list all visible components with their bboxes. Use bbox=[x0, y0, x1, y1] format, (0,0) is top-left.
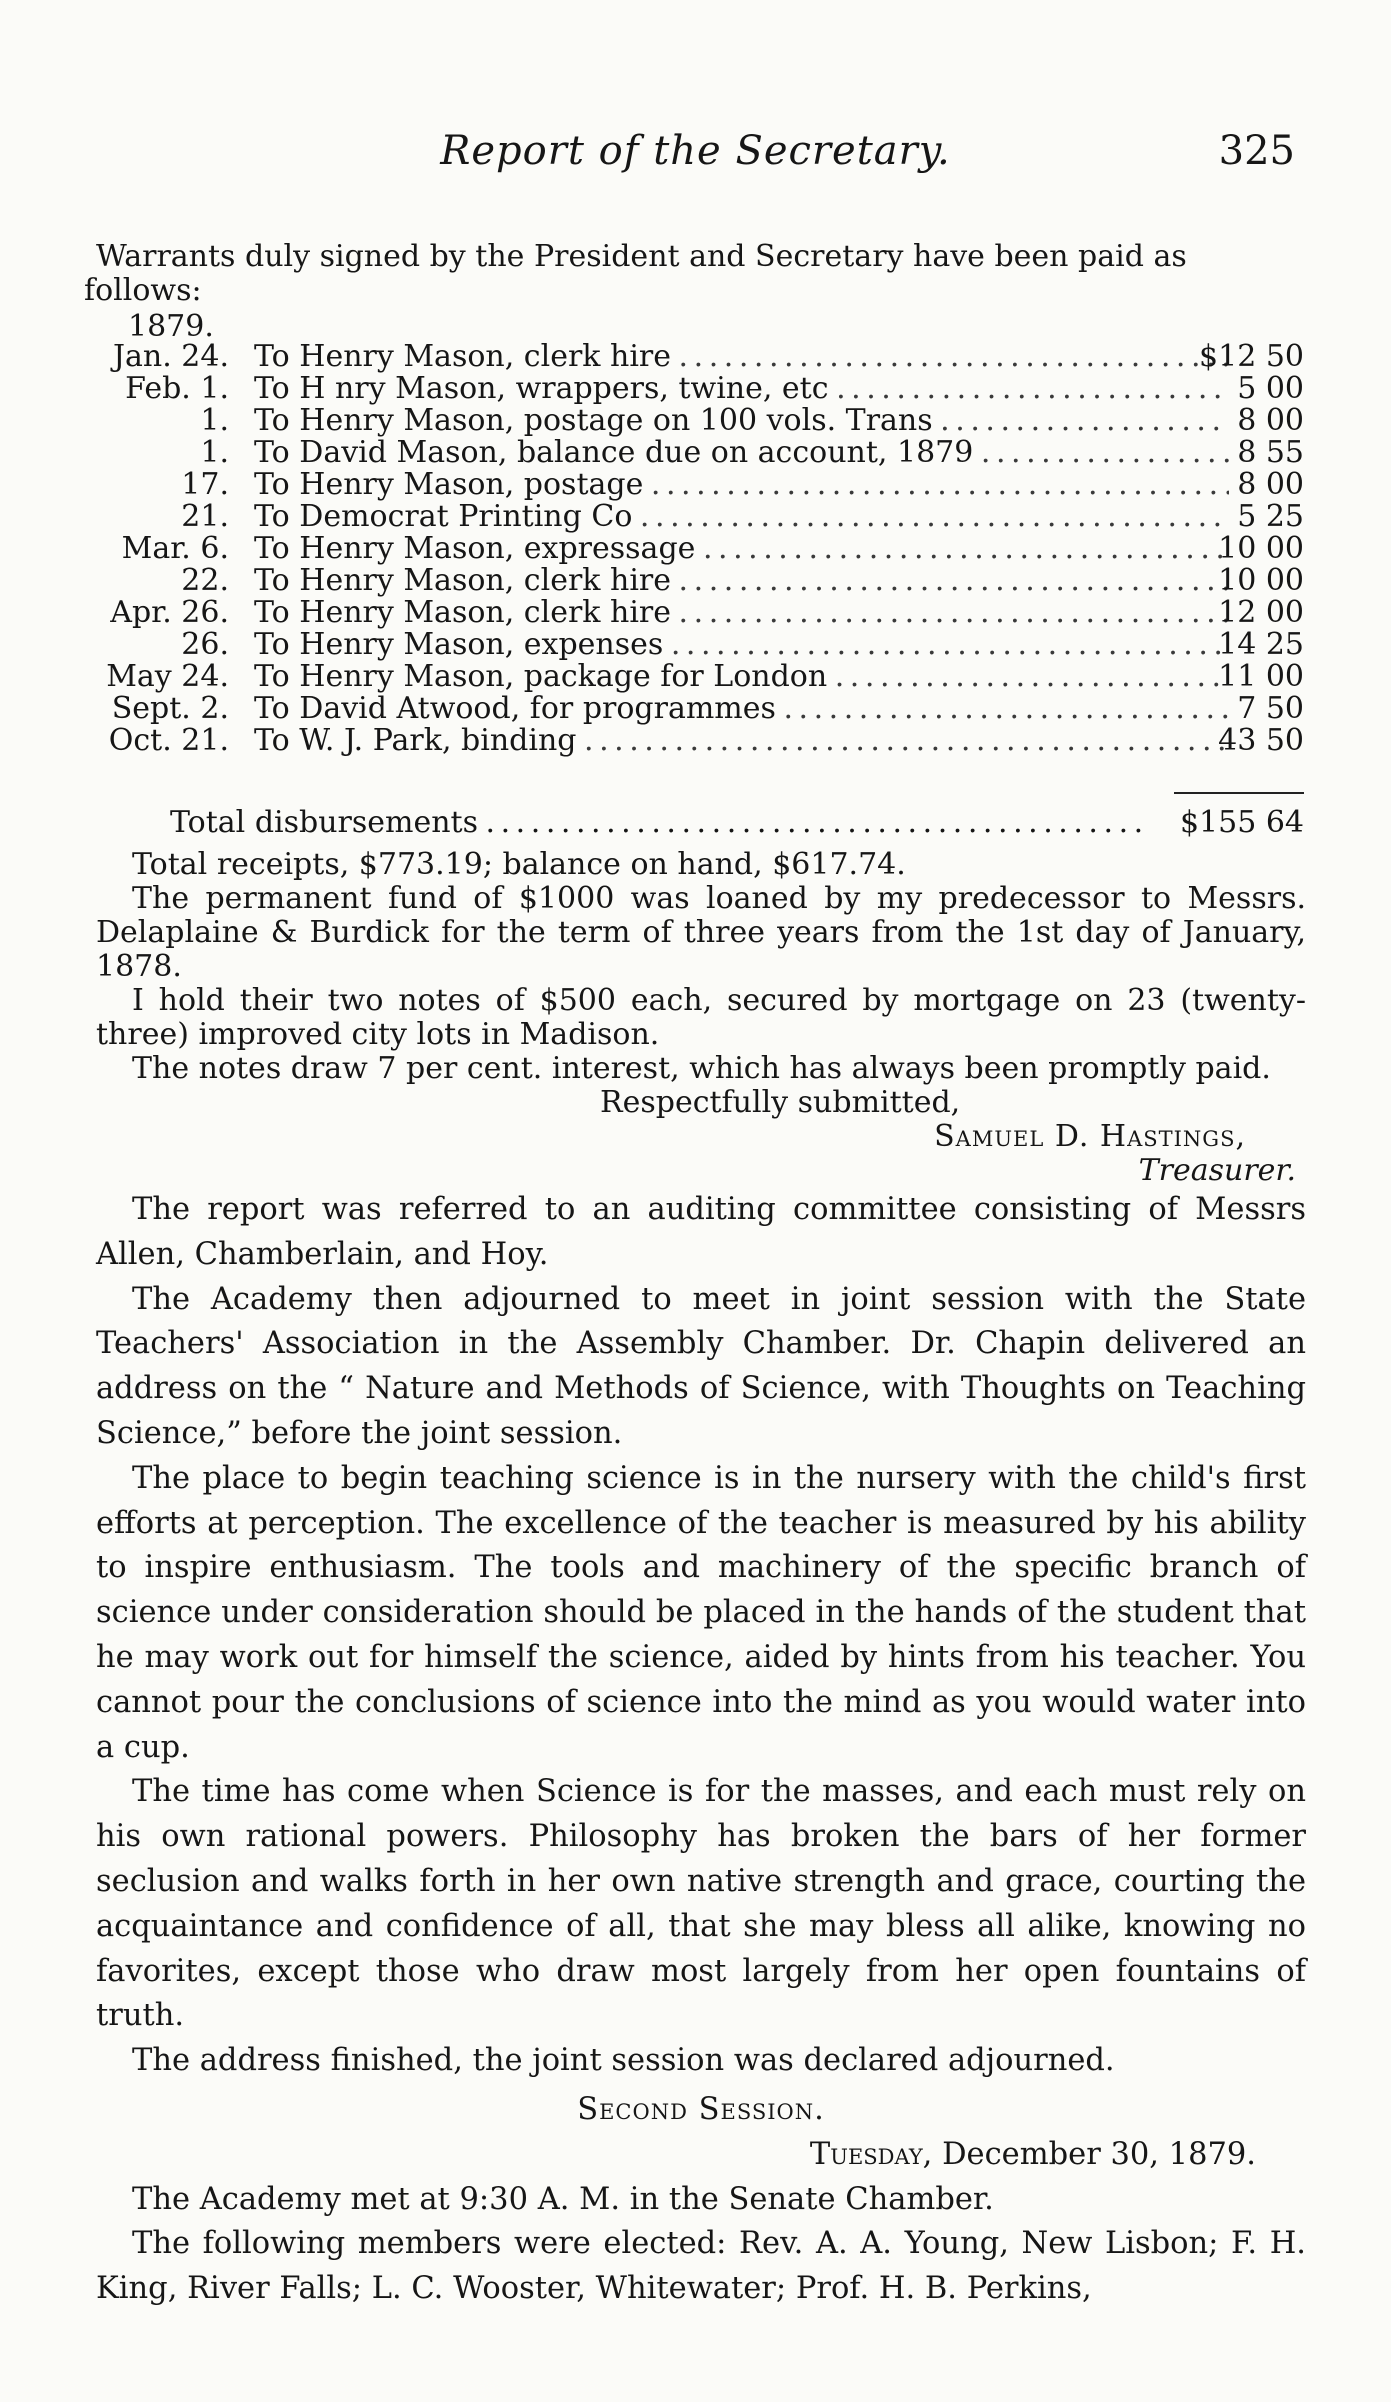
ledger-description: To Henry Mason, clerk hire . . . bbox=[254, 340, 1229, 374]
ledger-row bbox=[84, 724, 1304, 756]
paragraph-adjourned: The address finished, the joint session was declared adjourned. bbox=[132, 2043, 1115, 2079]
ledger-date: Apr. 26. bbox=[110, 595, 229, 630]
page-header bbox=[0, 128, 1391, 188]
paragraph-teaching-science: The place to begin teaching science is in the nursery with the child's first efforts at perception. The excellence of the teacher is measured by his ability to inspire enthusiasm. The tools and machinery of the specific branch of science under consideration should be placed in the hands of the student that he may work out for himself the science, aided by hints from his teacher. You cannot pour the conclusions of science into the mind as you would water into a cup. bbox=[96, 1460, 1306, 1765]
section-heading: Second Session. bbox=[577, 2091, 825, 2127]
ledger-date: 1. bbox=[200, 403, 229, 438]
ledger-amount: 12 00 bbox=[1218, 595, 1304, 630]
ledger-amount: 8 00 bbox=[1237, 403, 1304, 438]
ledger-row bbox=[84, 436, 1304, 468]
ledger-description: To David Mason, balance due on account, 1879 . . . bbox=[254, 436, 1229, 470]
ledger-description: To H nry Mason, wrappers, twine, etc . . . bbox=[254, 372, 1229, 406]
ledger-date: May 24. bbox=[106, 659, 229, 694]
ledger-description: To Henry Mason, expenses . . . bbox=[254, 628, 1229, 662]
ledger-amount: 43 50 bbox=[1218, 723, 1304, 758]
ledger-date: 21. bbox=[181, 499, 229, 534]
ledger-amount: 10 00 bbox=[1218, 563, 1304, 598]
ledger-date: Oct. 21. bbox=[108, 723, 229, 758]
paragraph-joint-session: The Academy then adjourned to meet in joint session with the State Teachers' Association in the Assembly Chamber. Dr. Chapin delivered an address on the “ Nature and Methods of Science, with Thoughts on Teaching Science,” before the joint session. bbox=[96, 1281, 1306, 1451]
paragraph-members-elected: The following members were elected: Rev. A. A. Young, New Lisbon; F. H. King, River Falls; L. C. Wooster, Whitewater; Prof. H. B. Perkins, bbox=[96, 2226, 1306, 2307]
total-label: Total disbursements . . . bbox=[170, 806, 1150, 840]
page-number: 325 bbox=[1218, 128, 1295, 174]
ledger-amount: 5 25 bbox=[1237, 499, 1304, 534]
ledger-row bbox=[84, 660, 1304, 692]
total-disbursements-row bbox=[170, 806, 1304, 840]
ledger-description: To David Atwood, for programmes . . . bbox=[254, 692, 1229, 726]
session-day: Tuesday, bbox=[809, 2136, 933, 2172]
paragraph-academy-met: The Academy met at 9:30 A. M. in the Senate Chamber. bbox=[132, 2181, 994, 2217]
fund-paragraph: The permanent fund of $1000 was loaned by my predecessor to Messrs. Delaplaine & Burdick for the term of three years from the 1st day of January, 1878. bbox=[96, 881, 1306, 984]
ledger-year: 1879. bbox=[128, 309, 214, 344]
paragraph-science-masses: The time has come when Science is for the masses, and each must rely on his own rational powers. Philosophy has broken the bars of her former seclusion and walks forth in her own native strength and grace, courting the acquaintance and confidence of all, that she may bless all alike, knowing no favorites, except those who draw most largely from her open fountains of truth. bbox=[96, 1774, 1306, 2034]
total-rule bbox=[1174, 792, 1304, 794]
ledger-row bbox=[84, 628, 1304, 660]
ledger-row bbox=[84, 372, 1304, 404]
ledger-row bbox=[84, 532, 1304, 564]
running-title: Report of the Secretary. bbox=[440, 128, 951, 174]
intro-line-2: follows: bbox=[84, 273, 202, 308]
ledger-amount: 10 00 bbox=[1218, 531, 1304, 566]
ledger-amount: $12 50 bbox=[1199, 339, 1304, 374]
ledger-description: To Henry Mason, expressage . . . bbox=[254, 532, 1229, 566]
total-amount: $155 64 bbox=[1179, 805, 1304, 840]
ledger-description: To Henry Mason, package for London . . . bbox=[254, 660, 1229, 694]
ledger-date: Jan. 24. bbox=[112, 339, 229, 374]
receipts-line: Total receipts, $773.19; balance on hand, $617.74. bbox=[132, 847, 906, 882]
ledger-row bbox=[84, 500, 1304, 532]
interest-line: The notes draw 7 per cent. interest, which has always been promptly paid. bbox=[132, 1051, 1271, 1086]
minutes-body bbox=[96, 1188, 1306, 2312]
ledger-row bbox=[84, 404, 1304, 436]
disbursement-ledger bbox=[84, 340, 1304, 756]
ledger-amount: 5 00 bbox=[1237, 371, 1304, 406]
intro-line-1: Warrants duly signed by the President and Secretary have been paid as bbox=[96, 239, 1187, 274]
signature: Samuel D. Hastings, bbox=[934, 1119, 1246, 1154]
signature-title: Treasurer. bbox=[1138, 1153, 1296, 1188]
closing-line: Respectfully submitted, bbox=[600, 1085, 961, 1120]
ledger-date: Feb. 1. bbox=[125, 371, 229, 406]
ledger-amount: 14 25 bbox=[1218, 627, 1304, 662]
ledger-amount: 8 55 bbox=[1237, 435, 1304, 470]
session-date bbox=[96, 2133, 1306, 2178]
ledger-date: 26. bbox=[181, 627, 229, 662]
ledger-description: To Henry Mason, postage . . . bbox=[254, 468, 1229, 502]
ledger-row bbox=[84, 468, 1304, 500]
ledger-date: 17. bbox=[181, 467, 229, 502]
ledger-amount: 11 00 bbox=[1218, 659, 1304, 694]
ledger-date: 1. bbox=[200, 435, 229, 470]
treasurer-notes bbox=[96, 848, 1306, 1188]
paragraph-auditing: The report was referred to an auditing committee consisting of Messrs Allen, Chamberlain, and Hoy. bbox=[96, 1192, 1306, 1272]
session-date-rest: December 30, 1879. bbox=[932, 2136, 1256, 2172]
ledger-date: Sept. 2. bbox=[111, 691, 229, 726]
ledger-row bbox=[84, 340, 1304, 372]
ledger-description: To Henry Mason, clerk hire . . . bbox=[254, 596, 1229, 630]
ledger-amount: 8 00 bbox=[1237, 467, 1304, 502]
ledger-description: To Henry Mason, clerk hire . . . bbox=[254, 564, 1229, 598]
ledger-description: To Henry Mason, postage on 100 vols. Trans . . . bbox=[254, 404, 1229, 438]
ledger-row bbox=[84, 692, 1304, 724]
ledger-description: To Democrat Printing Co . . . bbox=[254, 500, 1229, 534]
ledger-row bbox=[84, 564, 1304, 596]
ledger-description: To W. J. Park, binding . . . bbox=[254, 724, 1229, 758]
notes-paragraph: I hold their two notes of $500 each, secured by mortgage on 23 (twenty-three) improved city lots in Madison. bbox=[96, 983, 1306, 1052]
ledger-date: 22. bbox=[181, 563, 229, 598]
ledger-row bbox=[84, 596, 1304, 628]
ledger-date: Mar. 6. bbox=[121, 531, 229, 566]
ledger-amount: 7 50 bbox=[1237, 691, 1304, 726]
